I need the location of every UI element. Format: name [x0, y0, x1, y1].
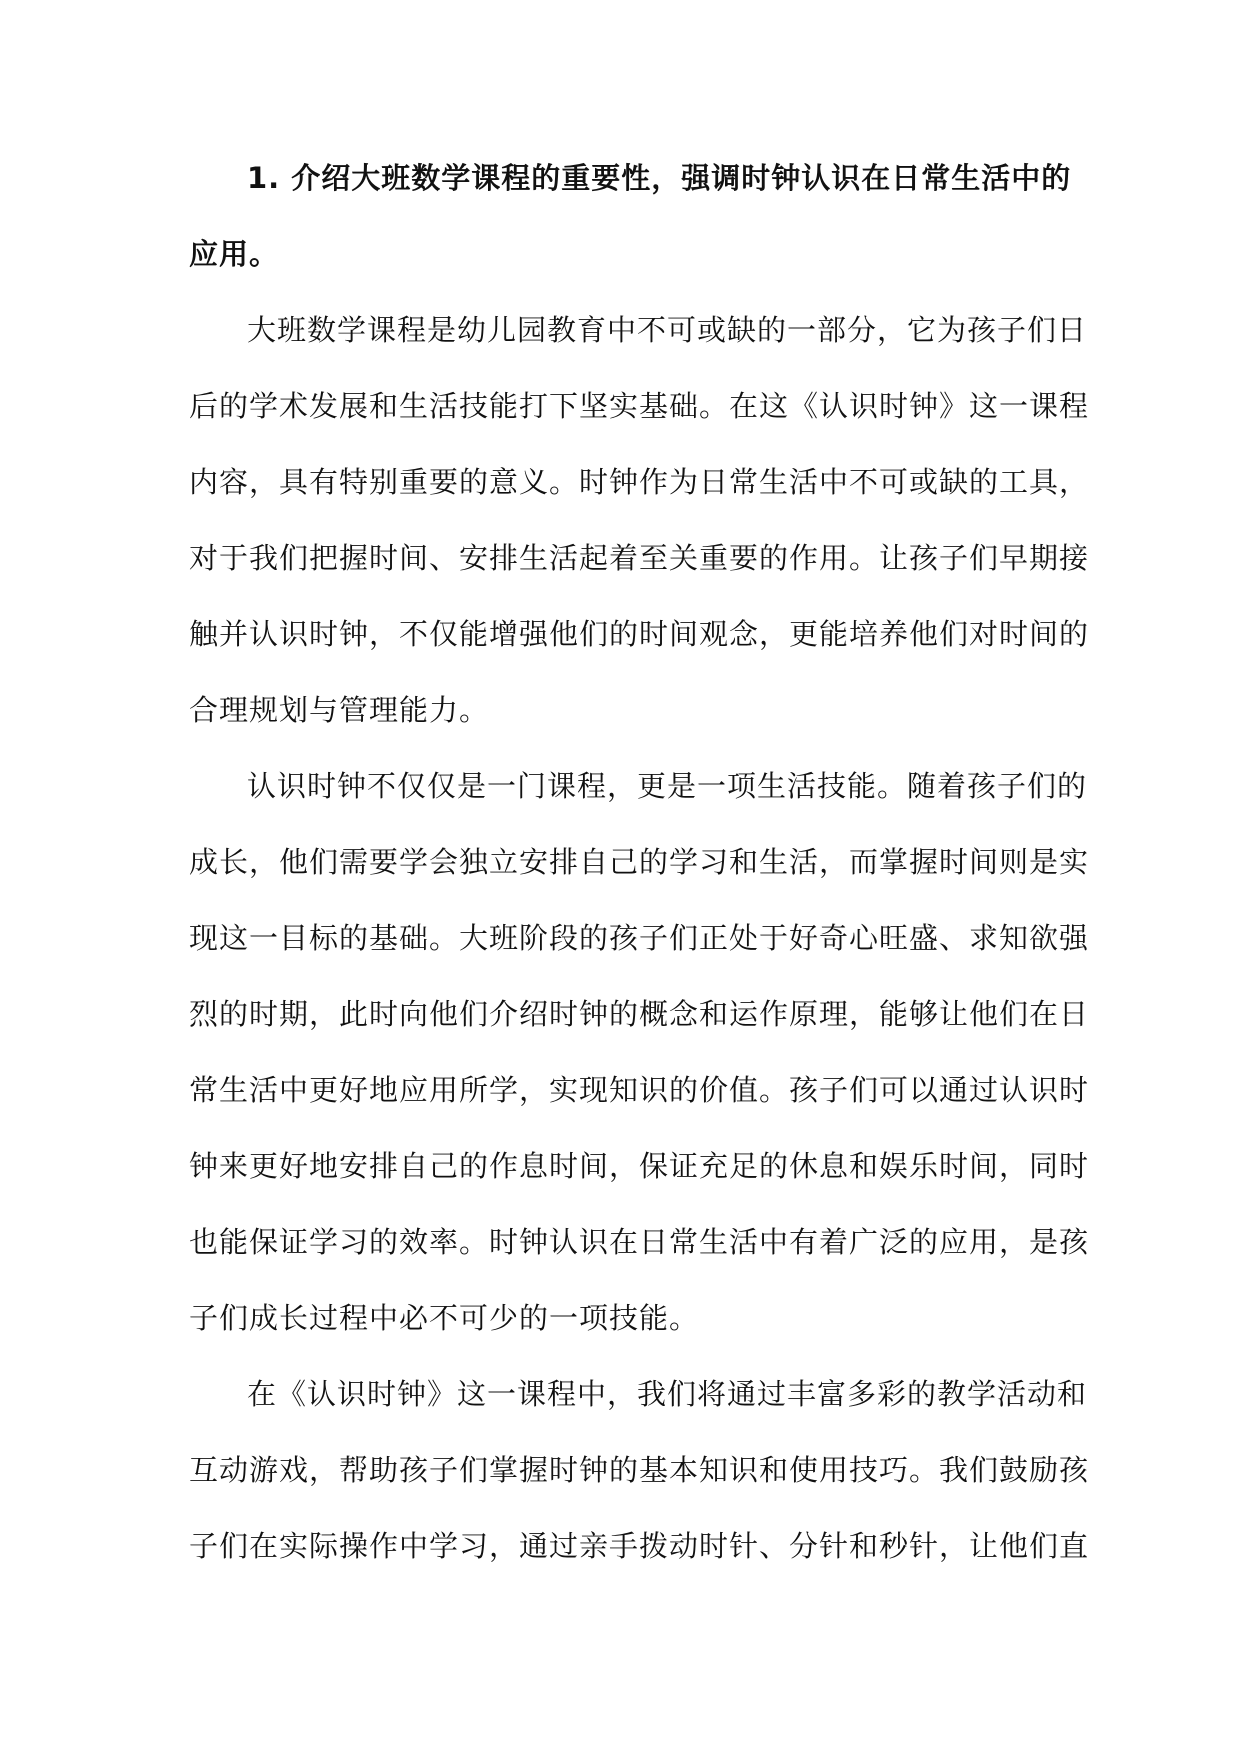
paragraph-line: 成长，他们需要学会独立安排自己的学习和生活，而掌握时间则是实	[189, 845, 1090, 879]
paragraph-line: 大班数学课程是幼儿园教育中不可或缺的一部分，它为孩子们日	[247, 313, 1088, 347]
paragraph-line: 也能保证学习的效率。时钟认识在日常生活中有着广泛的应用，是孩	[189, 1225, 1090, 1259]
paragraph-line: 子们在实际操作中学习，通过亲手拨动时针、分针和秒针，让他们直	[189, 1529, 1090, 1563]
paragraph-line: 互动游戏，帮助孩子们掌握时钟的基本知识和使用技巧。我们鼓励孩	[189, 1453, 1090, 1487]
paragraph-line: 触并认识时钟，不仅能增强他们的时间观念，更能培养他们对时间的	[189, 617, 1090, 651]
section-heading	[189, 140, 1072, 292]
paragraph-line: 对于我们把握时间、安排生活起着至关重要的作用。让孩子们早期接	[189, 541, 1090, 575]
paragraph-line: 常生活中更好地应用所学，实现知识的价值。孩子们可以通过认识时	[189, 1073, 1090, 1107]
paragraph	[189, 748, 1090, 1356]
paragraph-line: 子们成长过程中必不可少的一项技能。	[189, 1301, 700, 1335]
heading-line: 应用。	[189, 237, 280, 271]
paragraph-line: 在《认识时钟》这一课程中，我们将通过丰富多彩的教学活动和	[247, 1377, 1088, 1411]
document-page	[189, 140, 1090, 1584]
paragraph-line: 现这一目标的基础。大班阶段的孩子们正处于好奇心旺盛、求知欲强	[189, 921, 1090, 955]
paragraph-line: 烈的时期，此时向他们介绍时钟的概念和运作原理，能够让他们在日	[189, 997, 1090, 1031]
paragraph-line: 认识时钟不仅仅是一门课程，更是一项生活技能。随着孩子们的	[247, 769, 1088, 803]
paragraph-line: 钟来更好地安排自己的作息时间，保证充足的休息和娱乐时间，同时	[189, 1149, 1090, 1183]
paragraph	[189, 292, 1090, 748]
paragraph-line: 合理规划与管理能力。	[189, 693, 490, 727]
paragraph-line: 内容，具有特别重要的意义。时钟作为日常生活中不可或缺的工具，	[189, 465, 1090, 499]
heading-line: 1. 介绍大班数学课程的重要性，强调时钟认识在日常生活中的	[247, 161, 1072, 195]
paragraph-line: 后的学术发展和生活技能打下坚实基础。在这《认识时钟》这一课程	[189, 389, 1090, 423]
paragraph	[189, 1356, 1090, 1584]
